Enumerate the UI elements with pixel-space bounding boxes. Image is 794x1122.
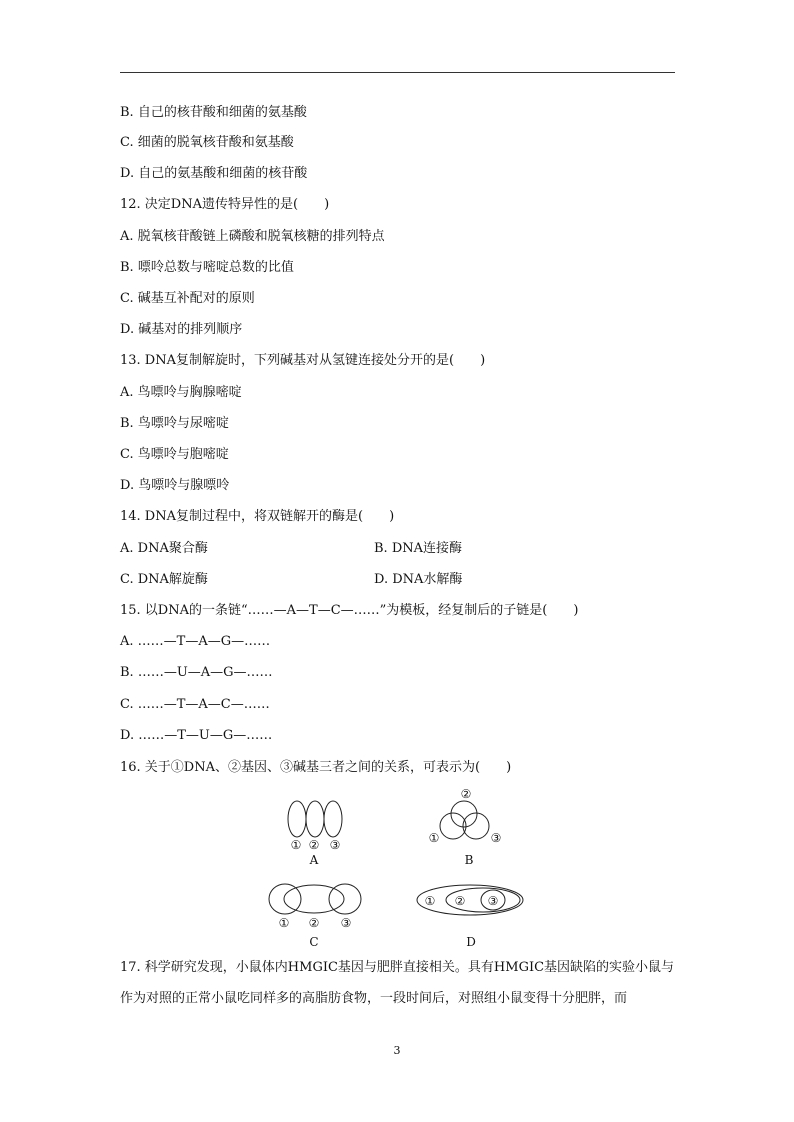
q13-option-b: B. 鸟嘌呤与尿嘧啶 [120, 416, 229, 431]
figB-circle-right [463, 813, 489, 839]
q16-stem: 16. 关于①DNA、②基因、③碱基三者之间的关系，可表示为( ) [120, 760, 512, 775]
figB-marker-1: ① [428, 831, 440, 845]
figD-marker-3: ③ [487, 894, 499, 908]
q13-stem: 13. DNA复制解旋时，下列碱基对从氢键连接处分开的是( ) [120, 353, 486, 368]
q13-option-d: D. 鸟嘌呤与腺嘌呤 [120, 478, 230, 493]
figC-wide-ellipse [284, 885, 344, 913]
page-number: 3 [393, 1044, 401, 1057]
figD-marker-2: ② [454, 894, 466, 908]
q14-option-d: D. DNA水解酶 [374, 572, 463, 587]
q12-option-d: D. 碱基对的排列顺序 [120, 322, 243, 337]
figB-circle-top [451, 801, 477, 827]
q12-option-a: A. 脱氧核苷酸链上磷酸和脱氧核糖的排列特点 [120, 229, 385, 244]
q12-stem: 12. 决定DNA遗传特异性的是( ) [120, 197, 330, 212]
figC-label: C [309, 935, 319, 949]
q14-stem: 14. DNA复制过程中，将双链解开的酶是( ) [120, 509, 395, 524]
figB-circle-left [440, 813, 466, 839]
figA-marker-3: ③ [329, 838, 341, 852]
q13-option-c: C. 鸟嘌呤与胞嘧啶 [120, 447, 229, 462]
q11-option-d: D. 自己的氨基酸和细菌的核苷酸 [120, 166, 308, 181]
q13-option-a: A. 鸟嘌呤与胸腺嘧啶 [120, 385, 242, 400]
q14-option-c: C. DNA解旋酶 [120, 572, 208, 587]
figA-marker-2: ② [308, 838, 320, 852]
figA-ellipse-1 [288, 801, 306, 837]
figA-label: A [309, 853, 319, 867]
q15-stem: 15. 以DNA的一条链“……—A—T—C—……”为模板，经复制后的子链是( ) [120, 603, 579, 618]
q12-option-b: B. 嘌呤总数与嘧啶总数的比值 [120, 260, 294, 275]
figA-marker-1: ① [290, 838, 302, 852]
q14-option-b: B. DNA连接酶 [374, 541, 463, 556]
figD-label: D [466, 935, 476, 949]
figC-left-ellipse [269, 884, 301, 914]
q17-stem: 17. 科学研究发现，小鼠体内HMGIC基因与肥胖直接相关。具有HMGIC基因缺陷的实验小鼠与作为对照的正常小鼠吃同样多的高脂肪食物，一段时间后，对照组小鼠变得十分肥胖，而 [120, 960, 675, 1006]
figC-marker-3: ③ [340, 916, 352, 930]
q14-option-a: A. DNA聚合酶 [120, 541, 208, 556]
figB-marker-2: ② [460, 787, 472, 801]
q15-option-a: A. ……—T—A—G—…… [120, 634, 271, 649]
figC-marker-2: ② [308, 916, 320, 930]
q15-option-c: C. ……—T—A—C—…… [120, 697, 270, 712]
q11-option-b: B. 自己的核苷酸和细菌的氨基酸 [120, 105, 307, 120]
q11-option-c: C. 细菌的脱氧核苷酸和氨基酸 [120, 135, 294, 150]
figB-marker-3: ③ [490, 831, 502, 845]
q15-option-d: D. ……—T—U—G—…… [120, 728, 273, 743]
figB-label: B [464, 853, 474, 867]
figD-marker-1: ① [424, 894, 436, 908]
q12-option-c: C. 碱基互补配对的原则 [120, 291, 255, 306]
figA-ellipse-2 [306, 801, 324, 837]
figC-right-ellipse [329, 884, 361, 914]
figC-marker-1: ① [278, 916, 290, 930]
q15-option-b: B. ……—U—A—G—…… [120, 665, 273, 680]
figA-ellipse-3 [324, 801, 342, 837]
